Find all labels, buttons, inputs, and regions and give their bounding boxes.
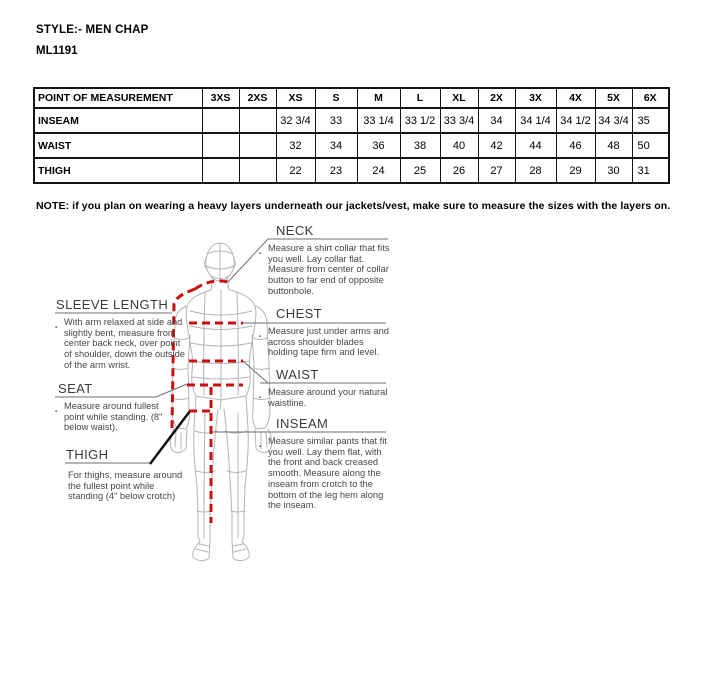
- size-cell: 26: [440, 158, 478, 183]
- size-cell: 32 3/4: [276, 108, 315, 133]
- size-cell: 28: [515, 158, 556, 183]
- column-header: XS: [276, 88, 315, 108]
- size-cell: 23: [315, 158, 357, 183]
- style-title: STYLE:- MEN CHAP: [36, 24, 149, 36]
- size-cell: [239, 158, 276, 183]
- column-header: 3X: [515, 88, 556, 108]
- diagram-label-inseam: [259, 416, 395, 511]
- bullet-icon: [259, 326, 265, 358]
- table-header-row: [34, 88, 669, 108]
- sleeve-length-description: ▪ With arm relaxed at side and slightly bent, measure from center back neck, over point of shoulder, down the outside of the arm wrist.: [55, 317, 185, 371]
- size-cell: 33 3/4: [440, 108, 478, 133]
- column-header: XL: [440, 88, 478, 108]
- size-chart-table: [33, 87, 670, 184]
- size-cell: 42: [478, 133, 515, 158]
- size-cell: [239, 133, 276, 158]
- diagram-label-neck: [259, 223, 395, 297]
- size-cell: [202, 108, 239, 133]
- table-row: [34, 108, 669, 133]
- row-label: THIGH: [34, 158, 202, 183]
- size-cell: 25: [400, 158, 440, 183]
- size-cell: 36: [357, 133, 400, 158]
- size-cell: 34: [315, 133, 357, 158]
- chest-heading: CHEST: [276, 306, 323, 321]
- inseam-heading: INSEAM: [276, 416, 329, 431]
- mannequin-figure: [170, 243, 271, 561]
- size-cell: [239, 108, 276, 133]
- size-cell: [202, 158, 239, 183]
- diagram-label-sleeve-length: [55, 297, 185, 371]
- seat-description: ▪ Measure around fullest point while standing. (8" below waist).: [55, 401, 171, 433]
- neck-description: ▪ Measure a shirt collar that fits you well. Lay collar flat. Measure from center of collar button to far end of opposite buttonhole.: [259, 243, 395, 297]
- inseam-description: ▪ Measure similar pants that fit you well. Lay them flat, with the front and back creased smooth. Measure along the inseam from crotch to the bottom of the leg hem along the inseam.: [259, 436, 395, 511]
- diagram-label-chest: [259, 306, 395, 358]
- bullet-icon: [55, 401, 61, 433]
- column-header: POINT OF MEASUREMENT: [34, 88, 202, 108]
- bullet-icon: [259, 387, 265, 408]
- size-cell: 33 1/4: [357, 108, 400, 133]
- row-label: INSEAM: [34, 108, 202, 133]
- size-cell: [202, 133, 239, 158]
- column-header: 2XS: [239, 88, 276, 108]
- diagram-label-thigh: [66, 447, 192, 502]
- style-code: ML1191: [36, 45, 78, 57]
- column-header: 4X: [556, 88, 595, 108]
- size-cell: 50: [632, 133, 669, 158]
- column-header: 3XS: [202, 88, 239, 108]
- waist-description: ▪ Measure around your natural waistline.: [259, 387, 395, 408]
- column-header: M: [357, 88, 400, 108]
- bullet-icon: [55, 317, 61, 371]
- layers-note: NOTE: if you plan on wearing a heavy layers underneath our jackets/vest, make sure to measure the sizes with the layers on.: [36, 200, 671, 212]
- column-header: 6X: [632, 88, 669, 108]
- size-chart-page: [0, 24, 720, 679]
- thigh-description: For thighs, measure around the fullest point while standing (4" below crotch): [68, 470, 183, 502]
- size-cell: 34: [478, 108, 515, 133]
- size-cell: 34 3/4: [595, 108, 632, 133]
- thigh-heading: THIGH: [66, 447, 109, 462]
- size-cell: 35: [632, 108, 669, 133]
- diagram-label-seat: [55, 381, 171, 433]
- diagram-label-waist: [259, 367, 395, 408]
- waist-heading: WAIST: [276, 367, 319, 382]
- bullet-icon: [259, 243, 265, 297]
- size-cell: 38: [400, 133, 440, 158]
- neck-heading: NECK: [276, 223, 314, 238]
- measurement-diagram: [0, 223, 720, 655]
- column-header: S: [315, 88, 357, 108]
- size-cell: 34 1/4: [515, 108, 556, 133]
- size-cell: 30: [595, 158, 632, 183]
- row-label: WAIST: [34, 133, 202, 158]
- size-cell: 31: [632, 158, 669, 183]
- size-cell: 29: [556, 158, 595, 183]
- column-header: 2X: [478, 88, 515, 108]
- size-cell: 22: [276, 158, 315, 183]
- size-cell: 46: [556, 133, 595, 158]
- size-cell: 34 1/2: [556, 108, 595, 133]
- chest-description: ▪ Measure just under arms and across shoulder blades holding tape firm and level.: [259, 326, 395, 358]
- size-cell: 40: [440, 133, 478, 158]
- column-header: 5X: [595, 88, 632, 108]
- table-row: [34, 133, 669, 158]
- sleeve-length-heading: SLEEVE LENGTH: [56, 297, 169, 312]
- size-cell: 27: [478, 158, 515, 183]
- table-row: [34, 158, 669, 183]
- size-cell: 33: [315, 108, 357, 133]
- size-cell: 48: [595, 133, 632, 158]
- size-cell: 44: [515, 133, 556, 158]
- column-header: L: [400, 88, 440, 108]
- size-cell: 33 1/2: [400, 108, 440, 133]
- size-cell: 32: [276, 133, 315, 158]
- bullet-icon: [259, 436, 265, 511]
- seat-heading: SEAT: [58, 381, 93, 396]
- size-cell: 24: [357, 158, 400, 183]
